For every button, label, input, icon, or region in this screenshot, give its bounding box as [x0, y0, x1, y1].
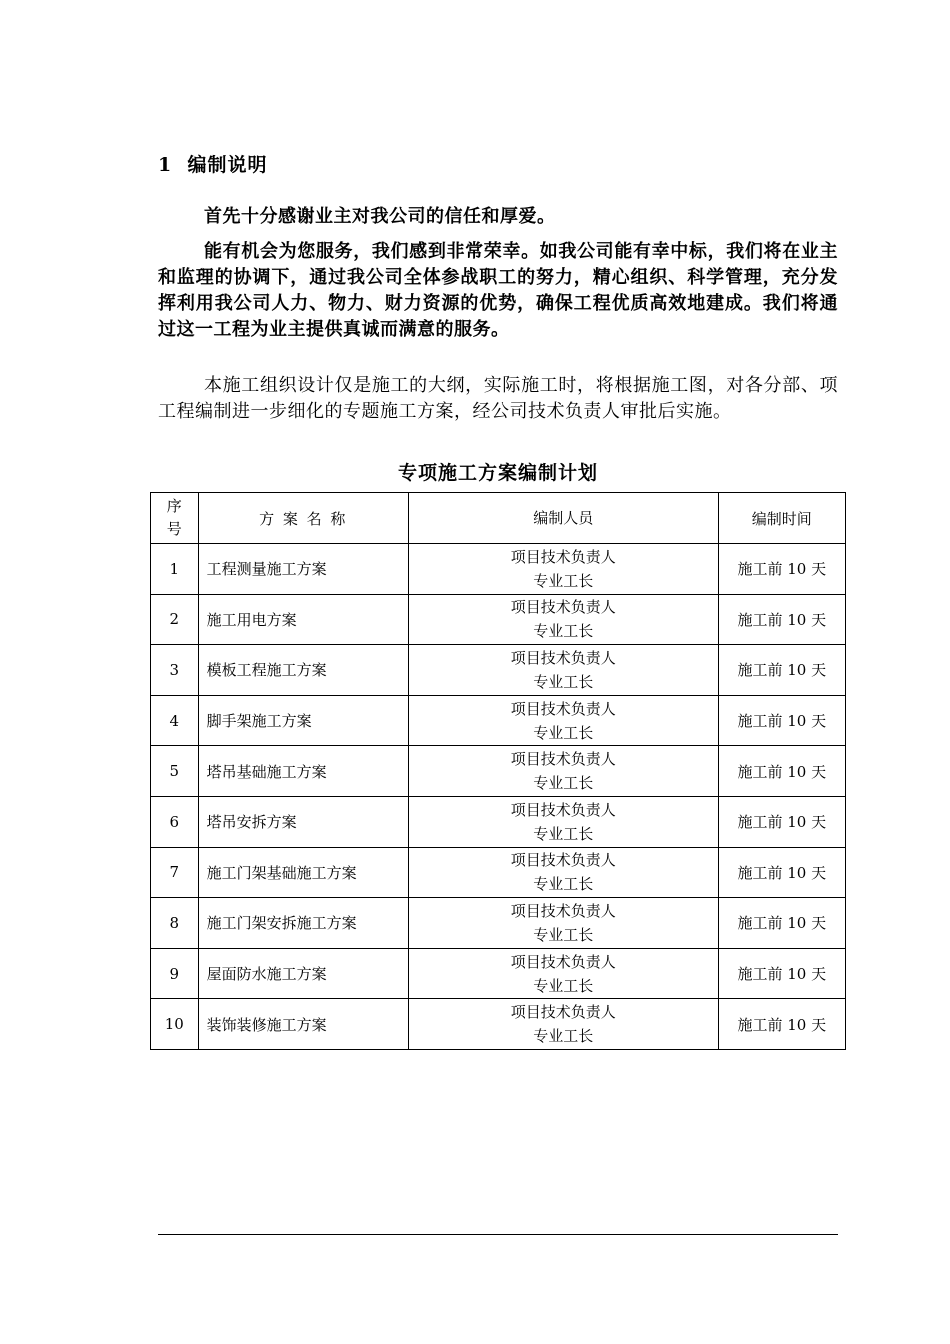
table-header-row: [151, 493, 846, 544]
row-name: 屋面防水施工方案: [198, 948, 408, 999]
row-staff: 项目技术负责人 专业工长: [408, 544, 718, 595]
row-staff: 项目技术负责人 专业工长: [408, 847, 718, 898]
row-no: 6: [151, 796, 199, 847]
row-name: 工程测量施工方案: [198, 544, 408, 595]
header-time: 编制时间: [718, 493, 845, 544]
row-no: 3: [151, 645, 199, 696]
row-staff: 项目技术负责人 专业工长: [408, 898, 718, 949]
row-no: 9: [151, 948, 199, 999]
table-row: [151, 544, 846, 595]
row-staff: 项目技术负责人 专业工长: [408, 594, 718, 645]
header-no: 序 号: [151, 493, 199, 544]
row-name: 模板工程施工方案: [198, 645, 408, 696]
paragraph-commitment: 能有机会为您服务，我们感到非常荣幸。如我公司能有幸中标，我们将在业主和监理的协调下，通过我公司全体参战职工的努力，精心组织、科学管理，充分发挥利用我公司人力、物力、财力资源的优势，确保工程优质高效地建成。我们将通过这一工程为业主提供真诚而满意的服务。: [158, 241, 838, 340]
row-name: 装饰装修施工方案: [198, 999, 408, 1050]
row-name: 施工门架基础施工方案: [198, 847, 408, 898]
row-time: 施工前 10 天: [718, 796, 845, 847]
table-row: [151, 999, 846, 1050]
table-row: [151, 645, 846, 696]
row-no: 4: [151, 695, 199, 746]
row-no: 2: [151, 594, 199, 645]
header-name: 方 案 名 称: [198, 493, 408, 544]
row-no: 1: [151, 544, 199, 595]
row-staff: 项目技术负责人 专业工长: [408, 645, 718, 696]
header-staff: 编制人员: [408, 493, 718, 544]
row-time: 施工前 10 天: [718, 898, 845, 949]
table-row: [151, 695, 846, 746]
row-no: 8: [151, 898, 199, 949]
table-title: 专项施工方案编制计划: [397, 462, 598, 484]
plan-table: [150, 492, 846, 1050]
section-title: 编制说明: [187, 154, 268, 176]
row-name: 脚手架施工方案: [198, 695, 408, 746]
row-staff: 项目技术负责人 专业工长: [408, 999, 718, 1050]
row-time: 施工前 10 天: [718, 594, 845, 645]
row-time: 施工前 10 天: [718, 544, 845, 595]
row-no: 5: [151, 746, 199, 797]
footer-rule: [158, 1234, 838, 1235]
row-time: 施工前 10 天: [718, 948, 845, 999]
row-time: 施工前 10 天: [718, 645, 845, 696]
section-number: 1: [158, 154, 173, 176]
row-staff: 项目技术负责人 专业工长: [408, 695, 718, 746]
row-no: 7: [151, 847, 199, 898]
row-staff: 项目技术负责人 专业工长: [408, 796, 718, 847]
row-name: 施工用电方案: [198, 594, 408, 645]
table-row: [151, 948, 846, 999]
section-heading: [158, 150, 267, 177]
row-time: 施工前 10 天: [718, 847, 845, 898]
row-name: 施工门架安拆施工方案: [198, 898, 408, 949]
row-staff: 项目技术负责人 专业工长: [408, 948, 718, 999]
row-name: 塔吊基础施工方案: [198, 746, 408, 797]
row-staff: 项目技术负责人 专业工长: [408, 746, 718, 797]
paragraph-scope: 本施工组织设计仅是施工的大纲，实际施工时，将根据施工图，对各分部、项工程编制进一步细化的专题施工方案，经公司技术负责人审批后实施。: [158, 375, 838, 422]
table-row: [151, 796, 846, 847]
row-time: 施工前 10 天: [718, 695, 845, 746]
row-name: 塔吊安拆方案: [198, 796, 408, 847]
table-row: [151, 898, 846, 949]
paragraph-thanks: 首先十分感谢业主对我公司的信任和厚爱。: [204, 206, 556, 227]
row-time: 施工前 10 天: [718, 999, 845, 1050]
table-row: [151, 594, 846, 645]
row-time: 施工前 10 天: [718, 746, 845, 797]
table-row: [151, 746, 846, 797]
row-no: 10: [151, 999, 199, 1050]
table-row: [151, 847, 846, 898]
